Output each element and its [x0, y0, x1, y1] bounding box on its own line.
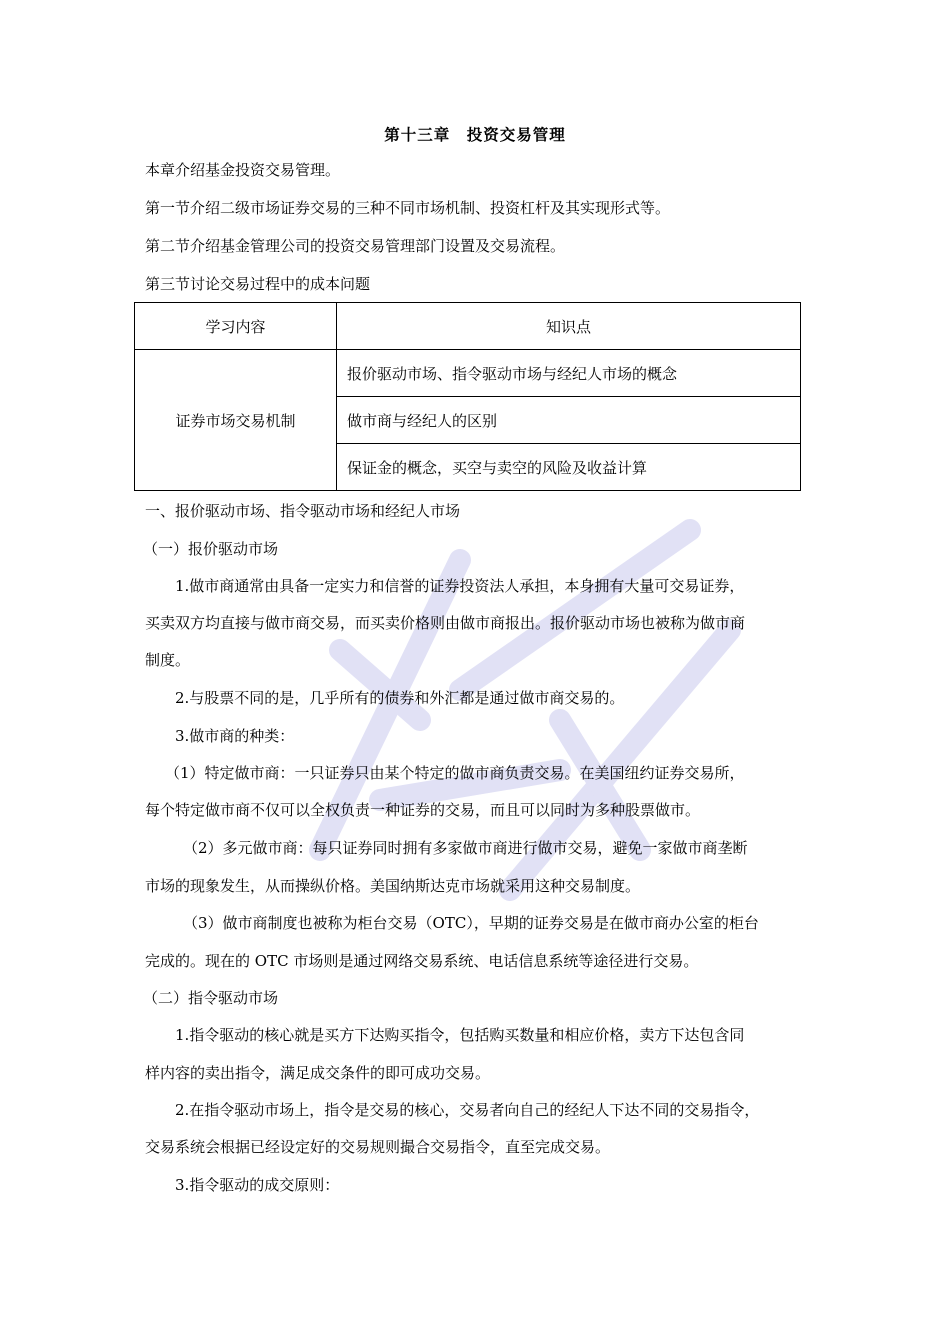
paragraph-line: 3.指令驱动的成交原则：: [175, 1176, 340, 1194]
subsection-heading: （二）指令驱动市场: [143, 989, 279, 1007]
chapter-title: 第十三章 投资交易管理: [384, 125, 566, 144]
category-cell: 证券市场交易机制: [135, 350, 337, 491]
intro-line: 第三节讨论交易过程中的成本问题: [145, 275, 371, 293]
paragraph-line: （2）多元做市商：每只证券同时拥有多家做市商进行做市交易，避免一家做市商垄断: [183, 839, 748, 857]
subsection-heading: （一）报价驱动市场: [143, 540, 279, 558]
intro-line: 第一节介绍二级市场证券交易的三种不同市场机制、投资杠杆及其实现形式等。: [145, 199, 671, 217]
knowledge-point-cell: 报价驱动市场、指令驱动市场与经纪人市场的概念: [337, 350, 801, 397]
paragraph-line: 2.在指令驱动市场上，指令是交易的核心，交易者向自己的经纪人下达不同的交易指令，: [175, 1101, 760, 1119]
paragraph-line: 完成的。现在的 OTC 市场则是通过网络交易系统、电话信息系统等途径进行交易。: [145, 952, 699, 970]
knowledge-table: [134, 302, 801, 491]
paragraph-line: 交易系统会根据已经设定好的交易规则撮合交易指令，直至完成交易。: [145, 1138, 611, 1156]
paragraph-line: 制度。: [145, 651, 191, 669]
paragraph-line: 每个特定做市商不仅可以全权负责一种证券的交易，而且可以同时为多种股票做市。: [145, 801, 701, 819]
paragraph-line: 买卖双方均直接与做市商交易，而买卖价格则由做市商报出。报价驱动市场也被称为做市商: [145, 614, 746, 632]
intro-line: 本章介绍基金投资交易管理。: [145, 161, 341, 179]
paragraph-line: 3.做市商的种类：: [175, 727, 295, 745]
header-knowledge-points: 知识点: [337, 303, 801, 350]
header-study-content: 学习内容: [135, 303, 337, 350]
paragraph-line: 2.与股票不同的是，几乎所有的债券和外汇都是通过做市商交易的。: [175, 689, 625, 707]
section-heading: 一、报价驱动市场、指令驱动市场和经纪人市场: [145, 502, 461, 520]
table-header-row: [135, 303, 801, 350]
paragraph-line: 1.指令驱动的核心就是买方下达购买指令，包括购买数量和相应价格，卖方下达包含同: [175, 1026, 745, 1044]
knowledge-point-cell: 做市商与经纪人的区别: [337, 397, 801, 444]
table-row: [135, 350, 801, 397]
paragraph-line: 市场的现象发生，从而操纵价格。美国纳斯达克市场就采用这种交易制度。: [145, 877, 641, 895]
paragraph-line: 1.做市商通常由具备一定实力和信誉的证券投资法人承担，本身拥有大量可交易证券，: [175, 577, 745, 595]
paragraph-line: 样内容的卖出指令，满足成交条件的即可成功交易。: [145, 1064, 491, 1082]
intro-line: 第二节介绍基金管理公司的投资交易管理部门设置及交易流程。: [145, 237, 566, 255]
paragraph-line: （1）特定做市商：一只证券只由某个特定的做市商负责交易。在美国纽约证券交易所，: [165, 764, 745, 782]
paragraph-line: （3）做市商制度也被称为柜台交易（OTC），早期的证券交易是在做市商办公室的柜台: [183, 914, 759, 932]
knowledge-point-cell: 保证金的概念，买空与卖空的风险及收益计算: [337, 444, 801, 491]
